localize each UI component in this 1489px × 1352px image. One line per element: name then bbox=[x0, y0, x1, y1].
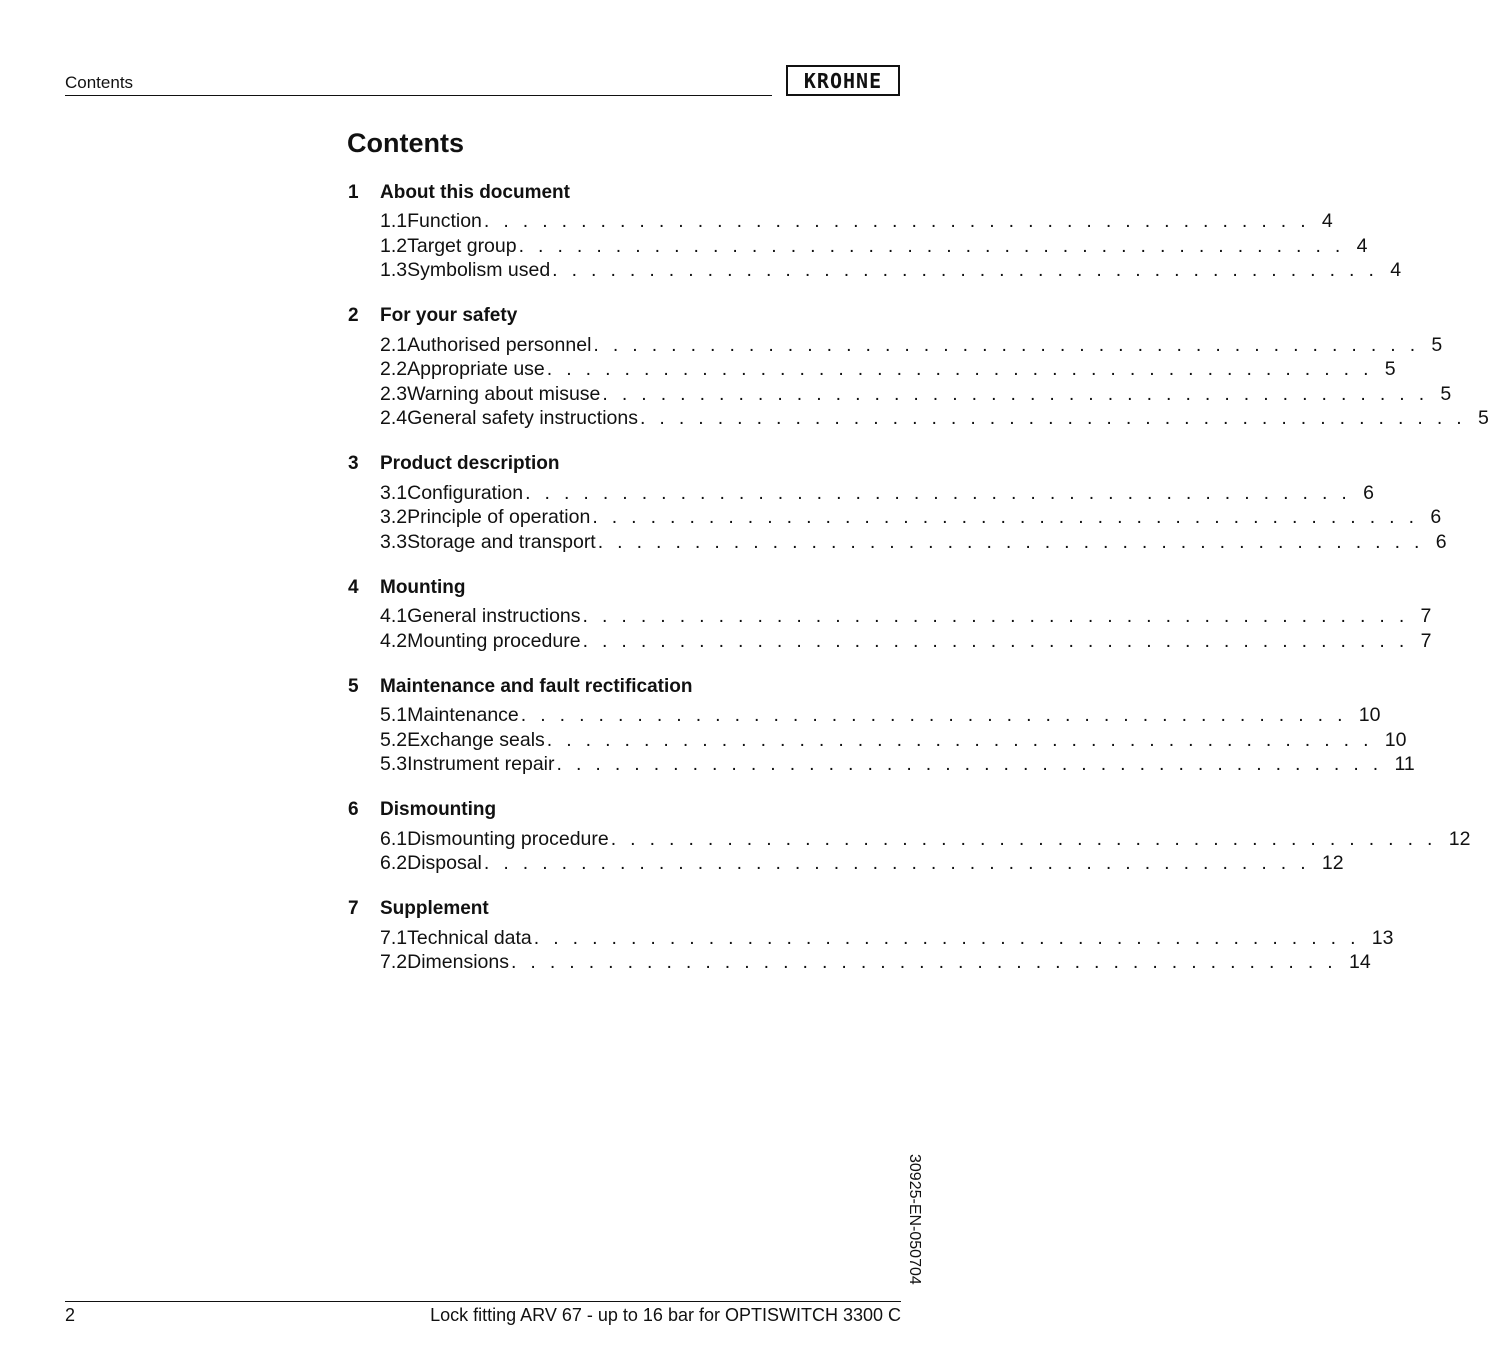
dot-leader: . . . . . . . . . . . . . . . . . . . . . . . . . . . . . . . . . . . . . . . . . . . bbox=[639, 407, 1466, 429]
chapter-title: For your safety bbox=[380, 305, 518, 326]
dot-leader: . . . . . . . . . . . . . . . . . . . . . . . . . . . . . . . . . . . . . . . . . . . bbox=[610, 827, 1437, 850]
toc-chapter bbox=[348, 673, 1415, 778]
footer-document-title: Lock fitting ARV 67 - up to 16 bar for OPTISWITCH 3300 C bbox=[430, 1305, 901, 1325]
entry-page-number: 12 bbox=[1321, 852, 1344, 874]
table-of-contents bbox=[348, 179, 1489, 995]
entry-number: 7.1 bbox=[380, 926, 408, 949]
entry-title: General safety instructions bbox=[407, 407, 638, 429]
toc-chapter bbox=[348, 797, 1471, 877]
chapter-heading[interactable] bbox=[348, 797, 901, 824]
dot-leader: . . . . . . . . . . . . . . . . . . . . . . . . . . . . . . . . . . . . . . . . . . . bbox=[483, 210, 1310, 232]
entry-number: 5.3 bbox=[380, 753, 408, 775]
entry-title: Disposal bbox=[407, 852, 482, 874]
toc-entry[interactable] bbox=[348, 506, 1442, 531]
chapter-number: 3 bbox=[348, 453, 359, 474]
entry-page-number: 11 bbox=[1394, 753, 1415, 775]
dot-leader: . . . . . . . . . . . . . . . . . . . . . . . . . . . . . . . . . . . . . . . . . . . bbox=[556, 753, 1383, 775]
toc-entry[interactable] bbox=[348, 358, 1396, 383]
entry-title: Dimensions bbox=[407, 951, 509, 973]
entry-title: Mounting procedure bbox=[407, 629, 581, 652]
chapter-heading[interactable] bbox=[348, 673, 901, 700]
entry-title: Maintenance bbox=[407, 704, 519, 726]
entry-title: Technical data bbox=[407, 926, 532, 949]
entry-title: Dismounting procedure bbox=[407, 827, 609, 850]
toc-entry[interactable] bbox=[348, 704, 1381, 729]
toc-entry[interactable] bbox=[348, 210, 1333, 235]
toc-entry[interactable] bbox=[348, 753, 1415, 778]
chapter-heading[interactable] bbox=[348, 303, 901, 330]
dot-leader: . . . . . . . . . . . . . . . . . . . . . . . . . . . . . . . . . . . . . . . . . . . bbox=[483, 852, 1310, 874]
chapter-number: 1 bbox=[348, 181, 359, 203]
toc-entry[interactable] bbox=[348, 530, 1447, 556]
chapter-heading[interactable] bbox=[348, 179, 901, 206]
entry-page-number: 4 bbox=[1321, 210, 1333, 232]
entry-page-number: 4 bbox=[1356, 234, 1368, 257]
entry-number: 1.3 bbox=[380, 259, 408, 281]
toc-entry[interactable] bbox=[348, 259, 1402, 284]
entry-page-number: 14 bbox=[1349, 951, 1371, 973]
toc-chapter bbox=[348, 451, 1447, 556]
entry-title: Authorised personnel bbox=[407, 333, 592, 356]
entry-number: 5.2 bbox=[380, 728, 408, 751]
entry-number: 6.2 bbox=[380, 852, 408, 874]
dot-leader: . . . . . . . . . . . . . . . . . . . . . . . . . . . . . . . . . . . . . . . . . . . bbox=[520, 704, 1347, 726]
chapter-number: 7 bbox=[348, 898, 359, 919]
chapter-heading[interactable] bbox=[348, 574, 901, 601]
dot-leader: . . . . . . . . . . . . . . . . . . . . . . . . . . . . . . . . . . . . . . . . . . . bbox=[510, 951, 1337, 973]
entry-title: Principle of operation bbox=[407, 506, 591, 528]
entry-title: Target group bbox=[407, 234, 517, 257]
entry-page-number: 5 bbox=[1440, 382, 1452, 405]
toc-entry[interactable] bbox=[348, 382, 1452, 408]
toc-entry[interactable] bbox=[348, 481, 1374, 507]
entry-page-number: 13 bbox=[1371, 926, 1394, 949]
header-section-label: Contents bbox=[65, 73, 134, 92]
entry-page-number: 10 bbox=[1384, 728, 1407, 751]
chapter-title: Maintenance and fault rectification bbox=[380, 675, 693, 697]
toc-entry[interactable] bbox=[348, 728, 1407, 754]
dot-leader: . . . . . . . . . . . . . . . . . . . . . . . . . . . . . . . . . . . . . . . . . . . bbox=[546, 358, 1373, 380]
dot-leader: . . . . . . . . . . . . . . . . . . . . . . . . . . . . . . . . . . . . . . . . . . . bbox=[546, 728, 1373, 751]
entry-page-number: 7 bbox=[1420, 605, 1432, 627]
chapter-heading[interactable] bbox=[348, 896, 901, 923]
krohne-logo: KROHNE bbox=[786, 65, 900, 96]
chapter-number: 5 bbox=[348, 675, 359, 697]
entry-title: Symbolism used bbox=[407, 259, 551, 281]
entry-number: 3.2 bbox=[380, 506, 408, 528]
dot-leader: . . . . . . . . . . . . . . . . . . . . . . . . . . . . . . . . . . . . . . . . . . . bbox=[518, 234, 1345, 257]
toc-entry[interactable] bbox=[348, 629, 1432, 655]
entry-page-number: 6 bbox=[1435, 530, 1447, 553]
entry-page-number: 5 bbox=[1384, 358, 1396, 380]
entry-number: 1.1 bbox=[380, 210, 408, 232]
dot-leader: . . . . . . . . . . . . . . . . . . . . . . . . . . . . . . . . . . . . . . . . . . . bbox=[593, 333, 1420, 356]
entry-number: 3.3 bbox=[380, 530, 408, 553]
toc-entry[interactable] bbox=[348, 852, 1344, 877]
entry-page-number: 12 bbox=[1448, 827, 1471, 850]
dot-leader: . . . . . . . . . . . . . . . . . . . . . . . . . . . . . . . . . . . . . . . . . . . bbox=[592, 506, 1419, 528]
toc-entry[interactable] bbox=[348, 333, 1443, 359]
document-code: 30925-EN-050704 bbox=[906, 1154, 923, 1285]
dot-leader: . . . . . . . . . . . . . . . . . . . . . . . . . . . . . . . . . . . . . . . . . . . bbox=[597, 530, 1424, 553]
toc-chapter bbox=[348, 179, 1402, 284]
chapter-heading[interactable] bbox=[348, 451, 901, 478]
toc-entry[interactable] bbox=[348, 407, 1489, 432]
chapter-number: 4 bbox=[348, 576, 359, 598]
entry-number: 3.1 bbox=[380, 481, 408, 504]
entry-number: 7.2 bbox=[380, 951, 408, 973]
entry-title: Configuration bbox=[407, 481, 524, 504]
footer-rule bbox=[65, 1301, 901, 1302]
entry-title: Appropriate use bbox=[407, 358, 545, 380]
entry-page-number: 5 bbox=[1431, 333, 1443, 356]
entry-number: 6.1 bbox=[380, 827, 408, 850]
entry-page-number: 7 bbox=[1420, 629, 1432, 652]
entry-number: 4.1 bbox=[380, 605, 408, 627]
entry-page-number: 6 bbox=[1363, 481, 1374, 504]
entry-number: 2.3 bbox=[380, 382, 408, 405]
entry-title: Function bbox=[407, 210, 482, 232]
entry-title: General instructions bbox=[407, 605, 581, 627]
entry-title: Storage and transport bbox=[407, 530, 596, 553]
entry-page-number: 10 bbox=[1358, 704, 1381, 726]
chapter-title: Mounting bbox=[380, 576, 466, 598]
chapter-title: Supplement bbox=[380, 898, 489, 919]
footer-page-number: 2 bbox=[65, 1305, 76, 1325]
entry-title: Exchange seals bbox=[407, 728, 545, 751]
entry-number: 2.2 bbox=[380, 358, 408, 380]
toc-entry[interactable] bbox=[348, 951, 1371, 976]
entry-number: 2.4 bbox=[380, 407, 408, 429]
toc-entry[interactable] bbox=[348, 827, 1471, 853]
toc-entry[interactable] bbox=[348, 605, 1432, 630]
dot-leader: . . . . . . . . . . . . . . . . . . . . . . . . . . . . . . . . . . . . . . . . . . . bbox=[602, 382, 1429, 405]
chapter-title: Dismounting bbox=[380, 799, 497, 820]
dot-leader: . . . . . . . . . . . . . . . . . . . . . . . . . . . . . . . . . . . . . . . . . . . bbox=[533, 926, 1360, 949]
entry-title: Warning about misuse bbox=[407, 382, 601, 405]
toc-chapter bbox=[348, 574, 1432, 654]
entry-page-number: 4 bbox=[1390, 259, 1402, 281]
toc-chapter bbox=[348, 303, 1489, 432]
toc-chapter bbox=[348, 896, 1394, 976]
chapter-number: 2 bbox=[348, 305, 359, 326]
dot-leader: . . . . . . . . . . . . . . . . . . . . . . . . . . . . . . . . . . . . . . . . . . . bbox=[552, 259, 1379, 281]
entry-title: Instrument repair bbox=[407, 753, 555, 775]
chapter-title: Product description bbox=[380, 453, 560, 474]
entry-number: 2.1 bbox=[380, 333, 408, 356]
chapter-number: 6 bbox=[348, 799, 359, 820]
page-title: Contents bbox=[347, 128, 464, 158]
toc-entry[interactable] bbox=[348, 926, 1394, 952]
chapter-title: About this document bbox=[380, 181, 570, 203]
entry-number: 5.1 bbox=[380, 704, 408, 726]
toc-entry[interactable] bbox=[348, 234, 1368, 260]
entry-page-number: 5 bbox=[1477, 407, 1489, 429]
dot-leader: . . . . . . . . . . . . . . . . . . . . . . . . . . . . . . . . . . . . . . . . . . . bbox=[525, 481, 1352, 504]
entry-number: 1.2 bbox=[380, 234, 408, 257]
dot-leader: . . . . . . . . . . . . . . . . . . . . . . . . . . . . . . . . . . . . . . . . . . . bbox=[582, 629, 1409, 652]
entry-page-number: 6 bbox=[1430, 506, 1442, 528]
entry-number: 4.2 bbox=[380, 629, 408, 652]
dot-leader: . . . . . . . . . . . . . . . . . . . . . . . . . . . . . . . . . . . . . . . . . . . bbox=[582, 605, 1409, 627]
header-rule bbox=[65, 95, 772, 96]
